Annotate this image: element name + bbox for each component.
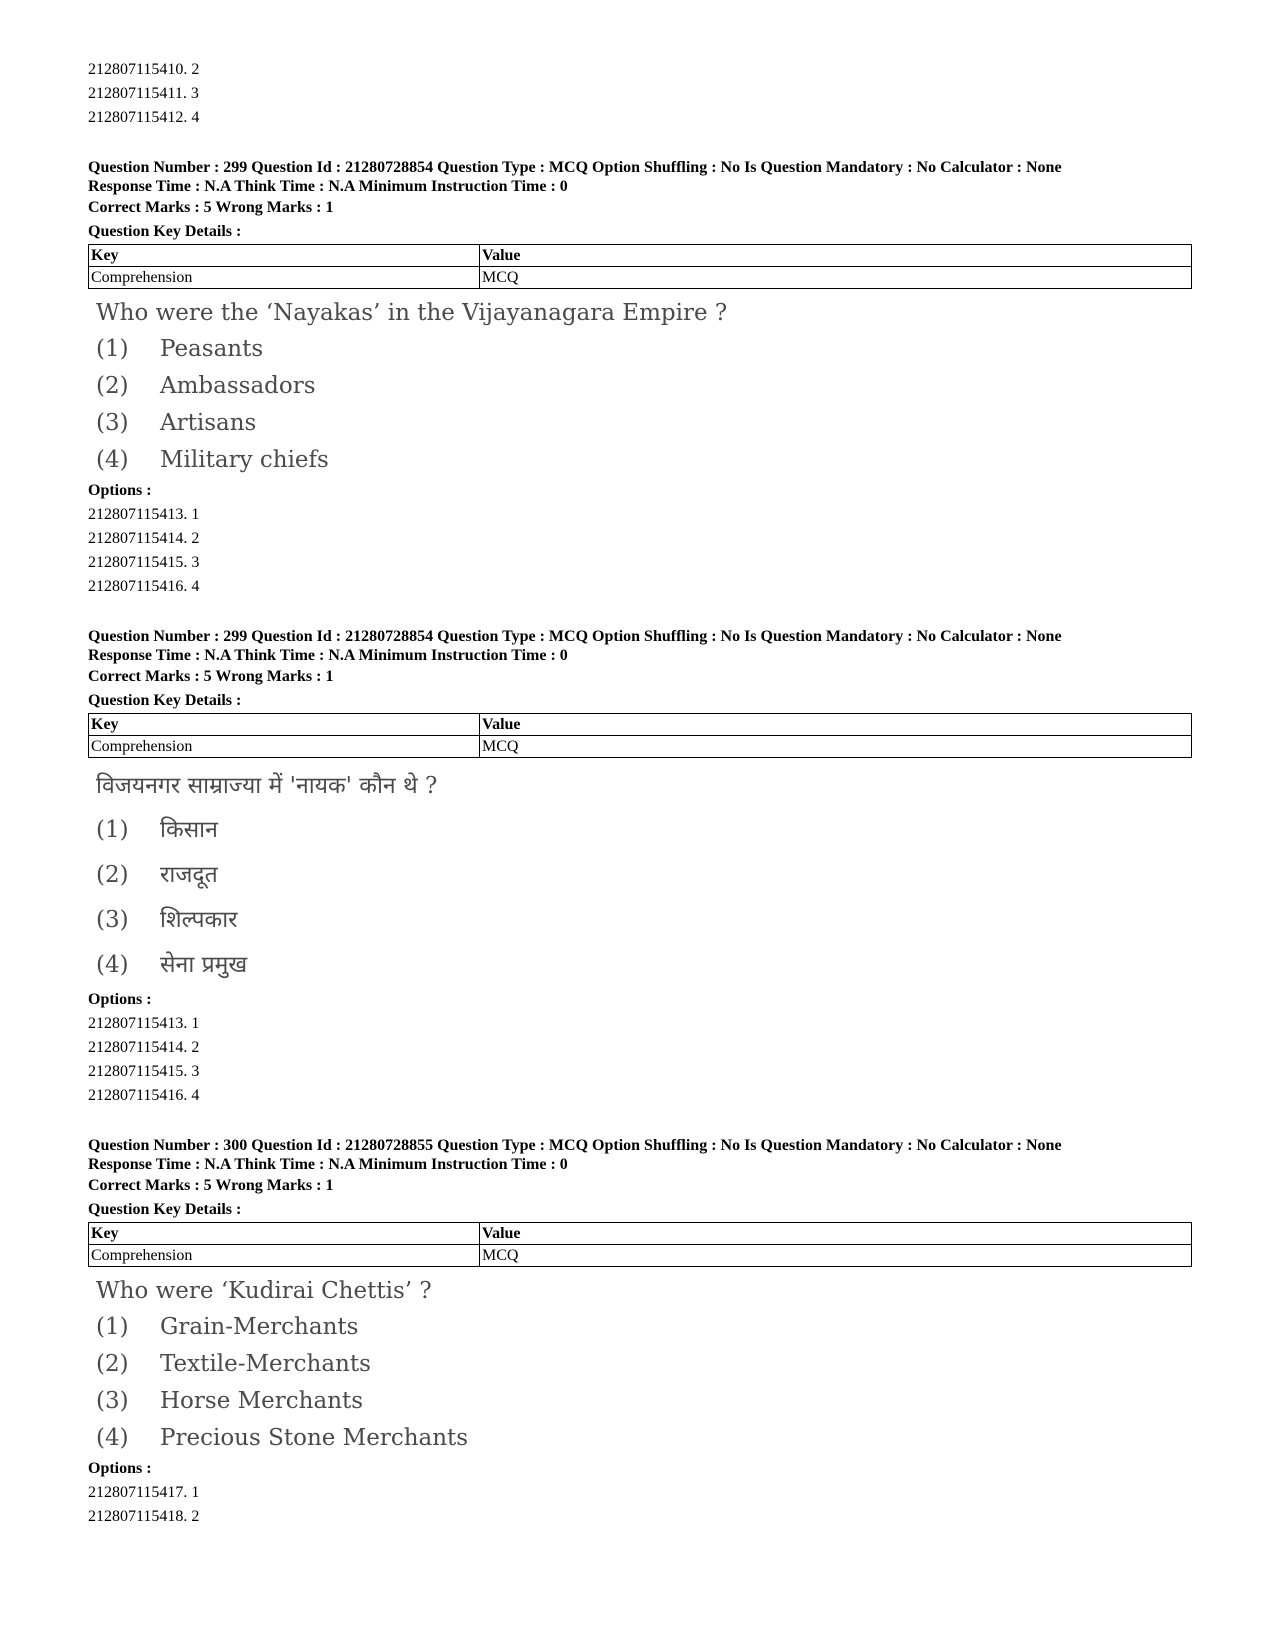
choice-text: सेना प्रमुख xyxy=(160,952,248,978)
question-image xyxy=(88,764,1188,988)
choice-number: (1) xyxy=(96,1314,129,1340)
choice-item xyxy=(96,331,1188,368)
table-cell-key: Comprehension xyxy=(89,267,480,289)
key-details-label: Question Key Details : xyxy=(88,1201,242,1218)
choice-item xyxy=(96,943,1188,988)
choice-text: किसान xyxy=(160,817,218,843)
choice-item xyxy=(96,853,1188,898)
option-id-line: 212807115417. 1 xyxy=(88,1484,200,1501)
choice-number: (4) xyxy=(96,1425,129,1451)
marks-line: Correct Marks : 5 Wrong Marks : 1 xyxy=(88,668,334,685)
option-id-line: 212807115415. 3 xyxy=(88,554,200,571)
table-cell-key: Comprehension xyxy=(89,1245,480,1267)
question-timing-line: Response Time : N.A Think Time : N.A Minimum Instruction Time : 0 xyxy=(88,1156,568,1173)
question-timing-line: Response Time : N.A Think Time : N.A Minimum Instruction Time : 0 xyxy=(88,178,568,195)
option-id-line: 212807115416. 4 xyxy=(88,578,200,595)
table-header-key: Key xyxy=(89,1223,480,1245)
question-block xyxy=(88,627,1188,1108)
option-id-line: 212807115410. 2 xyxy=(88,61,200,78)
question-meta-line: Question Number : 299 Question Id : 21280728854 Question Type : MCQ Option Shuffling : No Is Question Mandatory : No Calculator : None xyxy=(88,628,1062,645)
question-image xyxy=(88,295,1188,479)
choice-number: (4) xyxy=(96,447,129,473)
key-details-label: Question Key Details : xyxy=(88,692,242,709)
document-page xyxy=(88,58,1188,1529)
option-id-line: 212807115412. 4 xyxy=(88,109,200,126)
option-id-line: 212807115416. 4 xyxy=(88,1087,200,1104)
choice-item xyxy=(96,808,1188,853)
choice-number: (3) xyxy=(96,410,129,436)
table-cell-value: MCQ xyxy=(480,267,1192,289)
table-cell-key: Comprehension xyxy=(89,736,480,758)
option-id-line: 212807115413. 1 xyxy=(88,506,200,523)
choice-text: Precious Stone Merchants xyxy=(160,1425,469,1451)
table-header-value: Value xyxy=(480,714,1192,736)
choice-item xyxy=(96,1383,1188,1420)
choice-text: Horse Merchants xyxy=(160,1388,364,1414)
choice-text: Grain-Merchants xyxy=(160,1314,359,1340)
choice-number: (3) xyxy=(96,907,129,933)
choice-number: (2) xyxy=(96,862,129,888)
table-cell-value: MCQ xyxy=(480,736,1192,758)
question-key-table xyxy=(88,1222,1192,1267)
question-image xyxy=(88,1273,1188,1457)
table-header-key: Key xyxy=(89,714,480,736)
options-label: Options : xyxy=(88,991,152,1008)
table-header-key: Key xyxy=(89,245,480,267)
choice-item xyxy=(96,405,1188,442)
table-cell-value: MCQ xyxy=(480,1245,1192,1267)
choice-text: Artisans xyxy=(160,410,257,436)
question-meta-line: Question Number : 300 Question Id : 21280728855 Question Type : MCQ Option Shuffling : No Is Question Mandatory : No Calculator : None xyxy=(88,1137,1062,1154)
choice-text: Military chiefs xyxy=(160,447,329,473)
question-block xyxy=(88,158,1188,599)
choice-number: (2) xyxy=(96,373,129,399)
choice-number: (3) xyxy=(96,1388,129,1414)
option-id-line: 212807115411. 3 xyxy=(88,85,199,102)
choice-text: Textile-Merchants xyxy=(160,1351,371,1377)
marks-line: Correct Marks : 5 Wrong Marks : 1 xyxy=(88,1177,334,1194)
choice-item xyxy=(96,442,1188,479)
option-id-line: 212807115413. 1 xyxy=(88,1015,200,1032)
choice-text: शिल्पकार xyxy=(160,907,238,933)
choice-number: (1) xyxy=(96,336,129,362)
question-timing-line: Response Time : N.A Think Time : N.A Minimum Instruction Time : 0 xyxy=(88,647,568,664)
question-meta-line: Question Number : 299 Question Id : 21280728854 Question Type : MCQ Option Shuffling : No Is Question Mandatory : No Calculator : None xyxy=(88,159,1062,176)
table-header-value: Value xyxy=(480,245,1192,267)
choice-item xyxy=(96,1346,1188,1383)
option-id-line: 212807115414. 2 xyxy=(88,530,200,547)
option-id-line: 212807115415. 3 xyxy=(88,1063,200,1080)
question-key-table xyxy=(88,713,1192,758)
marks-line: Correct Marks : 5 Wrong Marks : 1 xyxy=(88,199,334,216)
option-id-line: 212807115418. 2 xyxy=(88,1508,200,1525)
question-block xyxy=(88,1136,1188,1529)
choice-number: (2) xyxy=(96,1351,129,1377)
question-text: विजयनगर साम्राज्या में 'नायक' कौन थे ? xyxy=(96,773,438,799)
option-id-line: 212807115414. 2 xyxy=(88,1039,200,1056)
choice-item xyxy=(96,898,1188,943)
question-text: Who were the ‘Nayakas’ in the Vijayanagara Empire ? xyxy=(96,300,728,326)
choice-number: (1) xyxy=(96,817,129,843)
previous-options-list xyxy=(88,58,1188,130)
choice-text: राजदूत xyxy=(160,862,218,888)
table-header-value: Value xyxy=(480,1223,1192,1245)
choice-item xyxy=(96,1420,1188,1457)
options-label: Options : xyxy=(88,482,152,499)
choice-item xyxy=(96,1309,1188,1346)
choice-text: Peasants xyxy=(160,336,264,362)
options-label: Options : xyxy=(88,1460,152,1477)
key-details-label: Question Key Details : xyxy=(88,223,242,240)
question-text: Who were ‘Kudirai Chettis’ ? xyxy=(96,1278,432,1304)
question-key-table xyxy=(88,244,1192,289)
choice-item xyxy=(96,368,1188,405)
choice-text: Ambassadors xyxy=(160,373,316,399)
choice-number: (4) xyxy=(96,952,129,978)
